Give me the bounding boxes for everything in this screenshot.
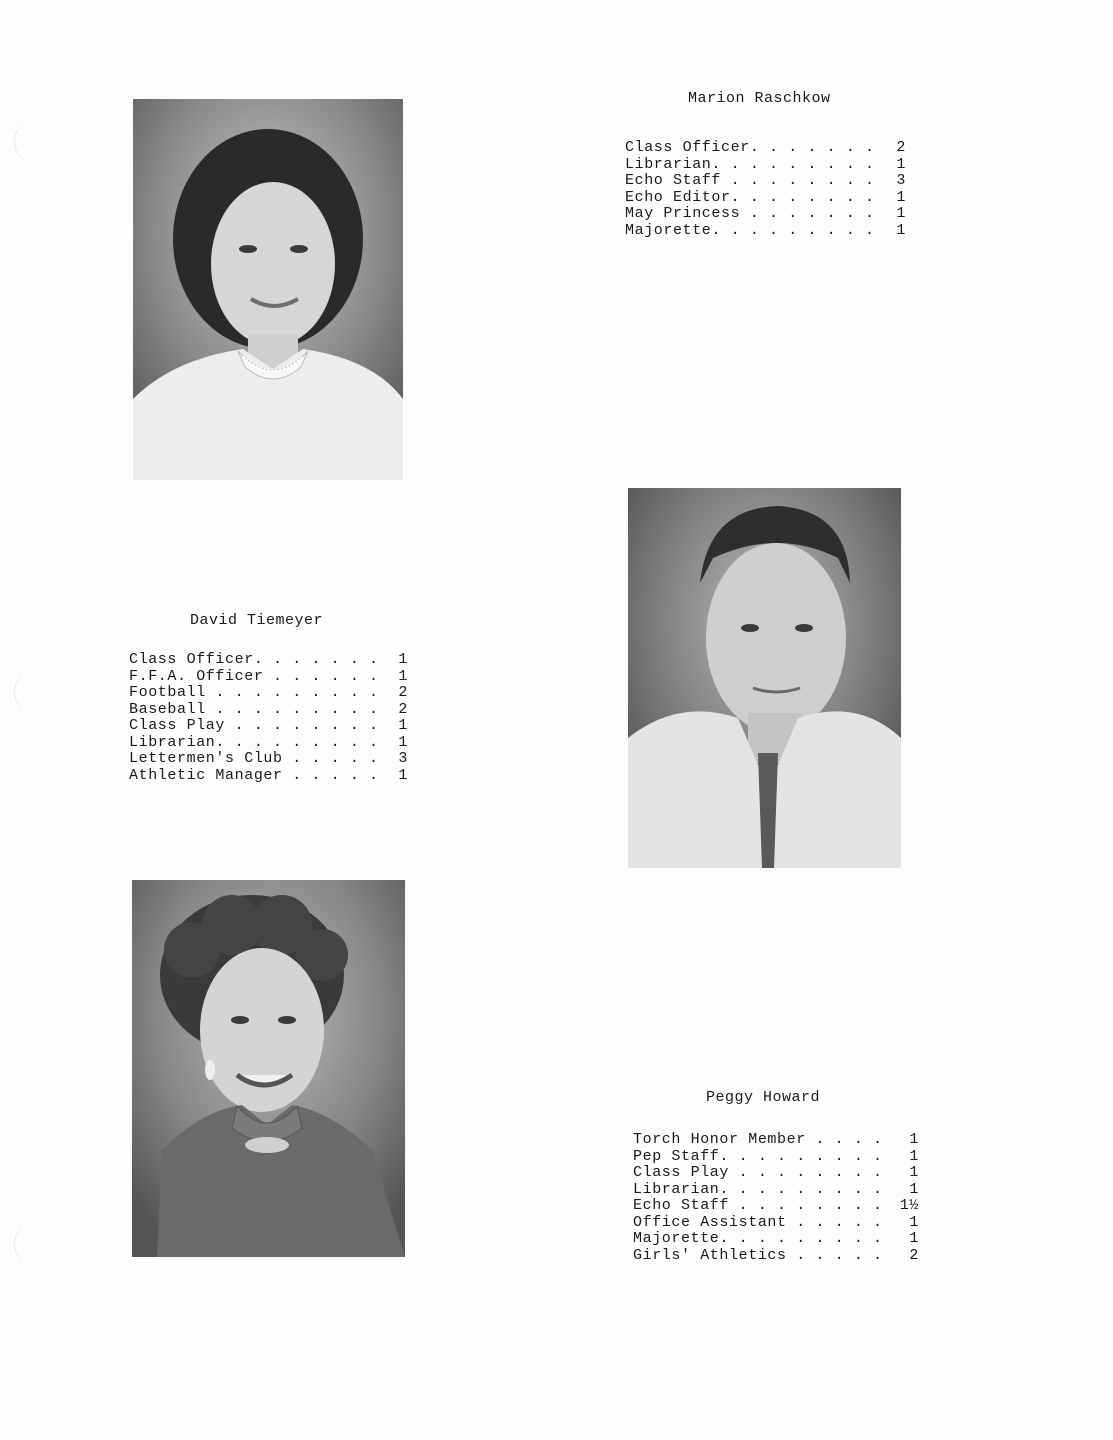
list-item: Echo Staff . . . . . . . . 3 [625, 172, 906, 189]
portrait-photo-peggy [132, 880, 405, 1257]
student-name-david: David Tiemeyer [190, 612, 324, 629]
list-item: Echo Editor. . . . . . . . 1 [625, 188, 906, 206]
activity-list-peggy [633, 1132, 919, 1264]
list-item: Librarian. . . . . . . . . 1 [625, 155, 906, 173]
list-item: Class Play . . . . . . . . 1 [129, 717, 408, 734]
binder-hole-mark [14, 122, 49, 162]
list-item: May Princess . . . . . . . 1 [625, 205, 906, 222]
list-item: Athletic Manager . . . . . 1 [129, 766, 408, 784]
list-item: Class Officer. . . . . . . 2 [625, 139, 906, 156]
list-item: Class Officer. . . . . . . 1 [129, 651, 408, 668]
list-item: Librarian. . . . . . . . . 1 [633, 1180, 919, 1198]
list-item: Echo Staff . . . . . . . . 1½ [633, 1197, 919, 1214]
binder-hole-mark [14, 672, 49, 712]
list-item: Torch Honor Member . . . . 1 [633, 1131, 919, 1148]
list-item: Majorette. . . . . . . . . 1 [625, 221, 906, 239]
activity-list-marion [625, 140, 906, 239]
list-item: Class Play . . . . . . . . 1 [633, 1164, 919, 1181]
student-name-marion: Marion Raschkow [688, 90, 831, 107]
list-item: F.F.A. Officer . . . . . . 1 [129, 667, 408, 685]
student-name-peggy: Peggy Howard [706, 1089, 821, 1106]
list-item: Girls' Athletics . . . . . 2 [633, 1246, 919, 1264]
list-item: Baseball . . . . . . . . . 2 [129, 700, 408, 718]
list-item: Librarian. . . . . . . . . 1 [129, 733, 408, 751]
list-item: Pep Staff. . . . . . . . . 1 [633, 1147, 919, 1165]
list-item: Lettermen's Club . . . . . 3 [129, 750, 408, 767]
list-item: Office Assistant . . . . . 1 [633, 1213, 919, 1231]
binder-hole-mark [14, 1224, 49, 1264]
list-item: Football . . . . . . . . . 2 [129, 684, 408, 701]
portrait-photo-david [628, 488, 901, 868]
portrait-photo-marion [133, 99, 403, 480]
list-item: Majorette. . . . . . . . . 1 [633, 1230, 919, 1247]
activity-list-david [129, 652, 408, 784]
